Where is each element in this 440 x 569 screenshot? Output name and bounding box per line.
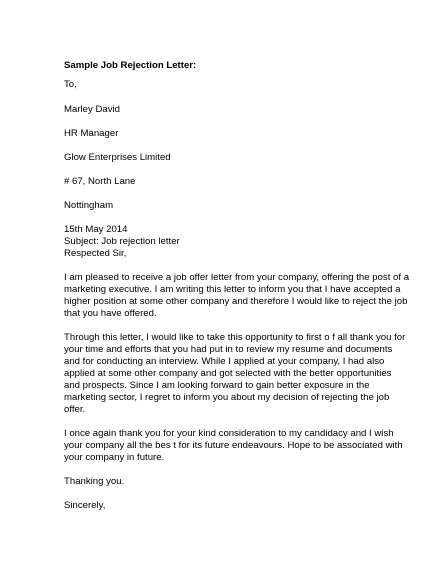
paragraph-3-line: your company in future. bbox=[64, 452, 165, 463]
paragraph-2-line: marketing sector, I regret to inform you about my decision of rejecting the job bbox=[64, 392, 390, 403]
paragraph-2-line: your time and efforts that you had put in to review my resume and documents bbox=[64, 344, 393, 355]
paragraph-2-line: and prospects. Since I am looking forward to gain better exposure in the bbox=[64, 380, 370, 391]
salutation: Respected Sir, bbox=[64, 248, 127, 259]
recipient-name: Marley David bbox=[64, 104, 120, 115]
address-line: # 67, North Lane bbox=[64, 176, 136, 187]
paragraph-1-line: higher position at some other company and therefore I would like to reject the job bbox=[64, 296, 408, 307]
paragraph-2-line: applied at some other company and got selected with the better opportunities bbox=[64, 368, 392, 379]
paragraph-3-line: your company all the bes t for its future endeavours. Hope to be associated with bbox=[64, 440, 403, 451]
paragraph-2-line: and for conducting an interview. While I applied at your company, I had also bbox=[64, 356, 385, 367]
paragraph-2 bbox=[64, 332, 406, 416]
paragraph-1 bbox=[64, 272, 410, 320]
closing-line: Sincerely, bbox=[64, 500, 106, 511]
company-name: Glow Enterprises Limited bbox=[64, 152, 171, 163]
paragraph-1-line: marketing executive. I am writing this letter to inform you that I have accepted a bbox=[64, 284, 401, 295]
paragraph-2-line: offer. bbox=[64, 404, 86, 415]
recipient-title: HR Manager bbox=[64, 128, 119, 139]
paragraph-1-line: that you have offered. bbox=[64, 308, 157, 319]
paragraph-1-line: I am pleased to receive a job offer letter from your company, offering the post of a bbox=[64, 272, 410, 283]
to-line: To, bbox=[64, 79, 77, 90]
subject-line: Subject: Job rejection letter bbox=[64, 236, 180, 247]
paragraph-3 bbox=[64, 428, 403, 464]
paragraph-2-line: Through this letter, I would like to take this opportunity to first o f all thank you for bbox=[64, 332, 406, 343]
letter-date: 15th May 2014 bbox=[64, 224, 128, 235]
city-line: Nottingham bbox=[64, 200, 114, 211]
letter-title: Sample Job Rejection Letter: bbox=[64, 60, 197, 71]
thanks-line: Thanking you. bbox=[64, 476, 125, 487]
paragraph-3-line: I once again thank you for your kind consideration to my candidacy and I wish bbox=[64, 428, 394, 439]
